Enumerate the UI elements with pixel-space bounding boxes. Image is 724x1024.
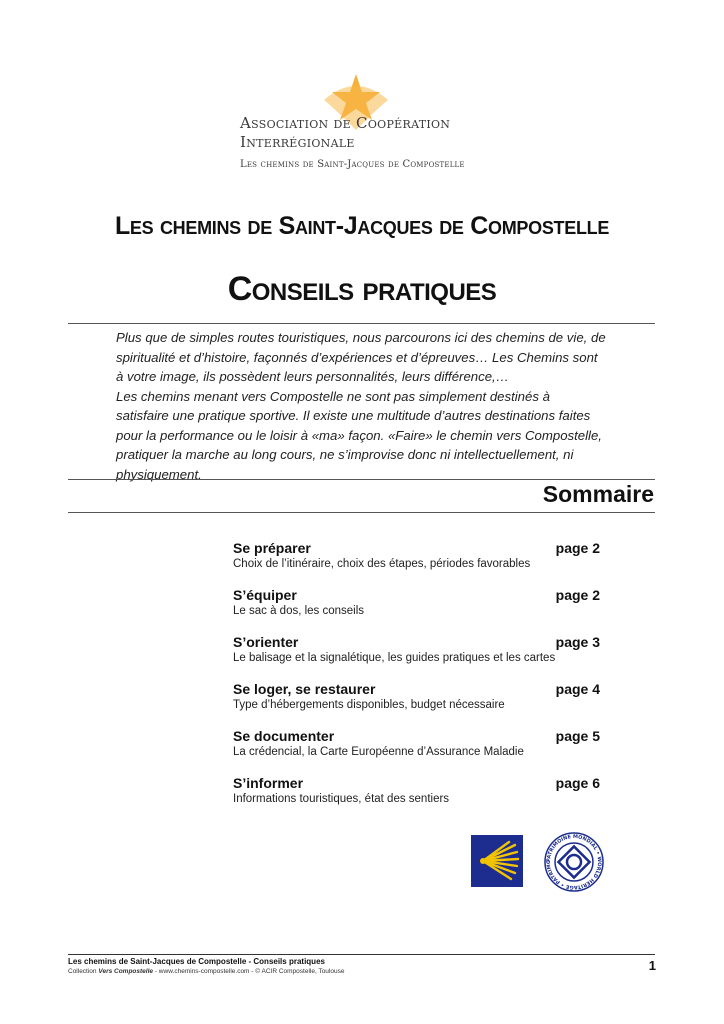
logo-line-3: Les chemins de Saint-Jacques de Compostelle	[240, 159, 465, 170]
association-logo	[236, 70, 486, 180]
toc-item-title: S’orienter	[233, 634, 299, 650]
footer-collection: Vers Compostelle	[98, 968, 154, 975]
toc-item-page: page 4	[555, 681, 600, 697]
toc-item-s-orienter[interactable]	[233, 634, 600, 681]
toc-item-title: S’informer	[233, 775, 304, 791]
toc-item-desc: La crédencial, la Carte Européenne d’Assurance Maladie	[233, 746, 524, 758]
toc-item-desc: Informations touristiques, état des sentiers	[233, 793, 450, 805]
document-subtitle: Conseils pratiques	[227, 270, 497, 308]
toc-item-page: page 6	[555, 775, 600, 791]
toc-item-s-informer[interactable]	[233, 775, 600, 822]
document-title: Les chemins de Saint-Jacques de Compostelle	[114, 212, 610, 240]
footer-title: Les chemins de Saint-Jacques de Compostelle - Conseils pratiques	[68, 957, 325, 966]
logo-line-1: Association de Coopération	[240, 114, 451, 132]
toc-item-desc: Le sac à dos, les conseils	[233, 605, 365, 617]
footer-credits-rest: - www.chemins-compostelle.com - © ACIR Compostelle, Toulouse	[153, 968, 345, 975]
sommaire-heading: Sommaire	[542, 481, 654, 507]
logo-line-2: Interrégionale	[240, 133, 355, 151]
toc-item-title: Se préparer	[233, 540, 311, 556]
toc-item-se-documenter[interactable]	[233, 728, 600, 775]
divider-sommaire-bottom	[68, 512, 655, 513]
intro-paragraph-1: Plus que de simples routes touristiques, nous parcourons ici des chemins de vie, de spiritualité et d’histoire, façonnés d’expériences et d’épreuves… Les Chemins sont à votre image, ils possèdent leurs personnalités, leurs différence,…	[116, 330, 606, 384]
toc-item-desc: Le balisage et la signalétique, les guides pratiques et les cartes	[233, 652, 556, 664]
footer-credits	[68, 968, 344, 975]
unesco-ring-text: PATRIMOINE MONDIAL • WORLD HERITAGE • PATRIMO	[545, 833, 603, 891]
toc-item-desc: Choix de l’itinéraire, choix des étapes, périodes favorables	[233, 558, 531, 570]
toc-item-se-loger[interactable]	[233, 681, 600, 728]
scallop-shell-icon	[471, 835, 523, 887]
toc-item-title: Se documenter	[233, 728, 335, 744]
toc-item-s-equiper[interactable]	[233, 587, 600, 634]
page-number: 1	[648, 958, 656, 973]
footer-credits-prefix: Collection	[68, 968, 99, 975]
world-heritage-emblem-icon	[543, 831, 605, 893]
toc-item-page: page 2	[555, 540, 600, 556]
toc-item-title: S’équiper	[233, 587, 297, 603]
intro-paragraph-2: Les chemins menant vers Compostelle ne sont pas simplement destinés à satisfaire une pratique sportive. Il existe une multitude d’autres destinations faites pour la performance ou le loisir à «ma» façon. «Faire» le chemin vers Compostelle, pratiquer la marche au long cours, ne s’improvise donc ni intellectuellement, ni physiquement.	[116, 388, 602, 482]
footer-divider	[68, 954, 655, 955]
divider-top	[68, 323, 655, 324]
toc-item-title: Se loger, se restaurer	[233, 681, 376, 697]
toc-item-desc: Type d’hébergements disponibles, budget nécessaire	[233, 699, 505, 711]
divider-sommaire-top	[68, 479, 655, 480]
intro-text	[116, 328, 606, 484]
toc-item-se-preparer[interactable]	[233, 540, 600, 587]
toc-item-page: page 3	[555, 634, 600, 650]
table-of-contents	[233, 540, 600, 822]
toc-item-page: page 2	[555, 587, 600, 603]
toc-item-page: page 5	[555, 728, 600, 744]
